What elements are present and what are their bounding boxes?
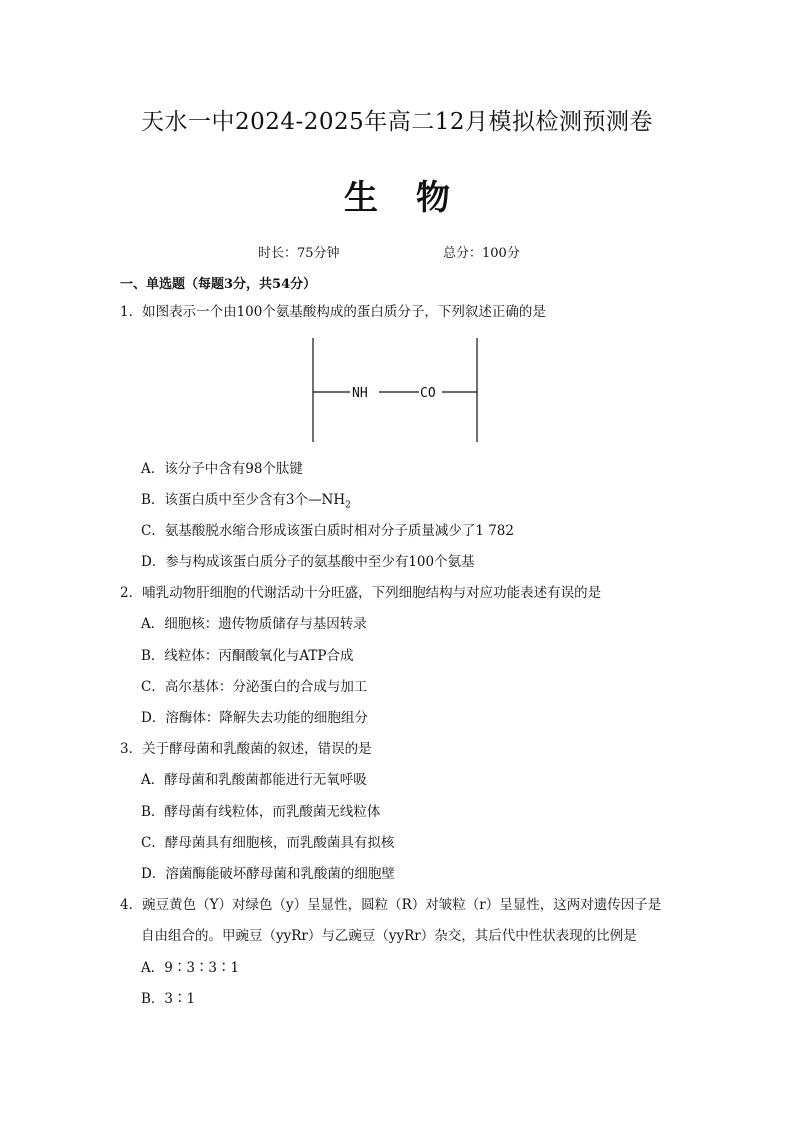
section-heading: 一、单选题（每题3分，共54分） <box>120 277 317 292</box>
question-1-option-d: D．参与构成该蛋白质分子的氨基酸中至少有100个氨基 <box>141 554 475 570</box>
question-2-stem: 2．哺乳动物肝细胞的代谢活动十分旺盛，下列细胞结构与对应功能表述有误的是 <box>120 585 602 601</box>
option-b-text: B．该蛋白质中至少含有3个—NH <box>141 492 346 508</box>
question-1-stem: 1．如图表示一个由100个氨基酸构成的蛋白质分子，下列叙述正确的是 <box>120 304 546 320</box>
question-4-option-a: A．9∶3∶3∶1 <box>141 960 240 976</box>
co-label: CO <box>420 386 436 401</box>
question-2-option-c: C．高尔基体：分泌蛋白的合成与加工 <box>141 679 368 695</box>
question-3-option-a: A．酵母菌和乳酸菌都能进行无氧呼吸 <box>141 772 367 788</box>
question-3-option-c: C．酵母菌具有细胞核，而乳酸菌具有拟核 <box>141 835 395 851</box>
exam-title: 天水一中2024-2025年高二12月模拟检测预测卷 <box>140 109 654 135</box>
question-3-stem: 3．关于酵母菌和乳酸菌的叙述，错误的是 <box>120 741 372 757</box>
question-1-option-b <box>141 488 351 511</box>
protein-structure-diagram <box>300 335 490 445</box>
subject-title: 生物 <box>344 178 488 218</box>
question-3-option-d: D．溶菌酶能破坏酵母菌和乳酸菌的细胞壁 <box>141 866 395 882</box>
question-2-option-a: A．细胞核：遗传物质储存与基因转录 <box>141 616 367 632</box>
question-4-stem-line2: 自由组合的。甲豌豆（yyRr）与乙豌豆（yyRr）杂交，其后代中性状表现的比例是 <box>141 928 637 944</box>
question-2-option-d: D．溶酶体：降解失去功能的细胞组分 <box>141 710 368 726</box>
question-1-option-c: C．氨基酸脱水缩合形成该蛋白质时相对分子质量减少了1 782 <box>141 523 514 539</box>
time-limit: 时长：75分钟 <box>258 246 340 261</box>
total-score: 总分：100分 <box>443 246 520 261</box>
question-1-option-a: A．该分子中含有98个肽键 <box>141 461 303 477</box>
nh-label: NH <box>352 386 368 401</box>
question-4-stem-line1: 4．豌豆黄色（Y）对绿色（y）呈显性，圆粒（R）对皱粒（r）呈显性，这两对遗传因子是 <box>120 897 662 913</box>
question-3-option-b: B．酵母菌有线粒体，而乳酸菌无线粒体 <box>141 804 381 820</box>
question-4-option-b: B．3∶1 <box>141 991 196 1007</box>
option-b-subscript: 2 <box>345 500 351 511</box>
question-2-option-b: B．线粒体：丙酮酸氧化与ATP合成 <box>141 648 354 664</box>
